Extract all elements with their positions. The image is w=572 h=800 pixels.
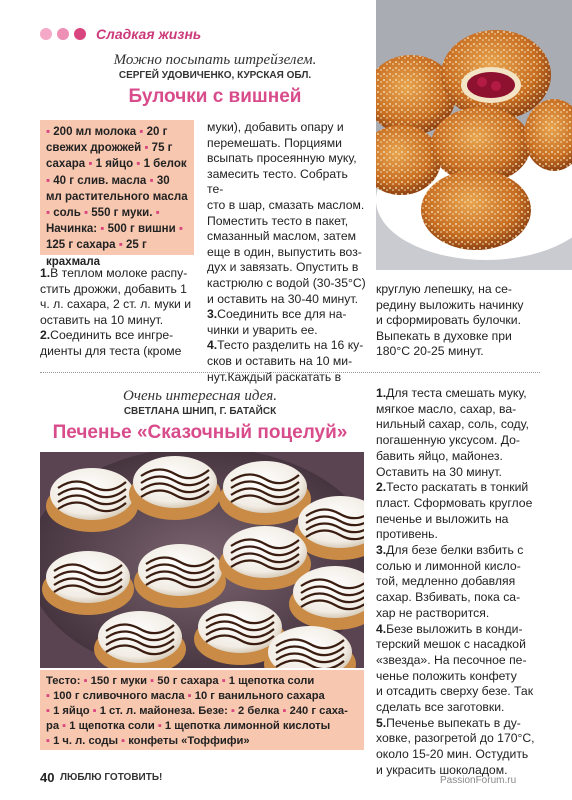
step-text: сто в шар, смазать маслом. <box>207 197 365 212</box>
step-text: Поместить тесто в пакет, <box>207 213 349 228</box>
text-line <box>376 574 546 590</box>
text-line <box>40 313 200 329</box>
step-text: около 15-20 мин. Остудить <box>376 747 529 762</box>
text-line <box>376 653 546 669</box>
step-text: Оставить на 30 минут. <box>376 464 502 479</box>
bullet-icon: ▪ <box>62 720 67 732</box>
step-text: ч. л. сахара, 2 ст. л. муки и <box>40 297 192 312</box>
ingredient-line: Тесто: ▪ 150 г муки ▪ 50 г сахара ▪ 1 щепотка соли <box>46 675 315 687</box>
step-number: 5. <box>376 715 387 730</box>
text-line <box>376 684 546 700</box>
bullet-icon: ▪ <box>46 735 50 747</box>
step-text: солью и лимонной кисло- <box>376 558 521 573</box>
step-text: хар не растворится. <box>376 605 490 620</box>
step-text: Выпекать в духовке при <box>376 328 512 343</box>
text-line <box>376 344 536 360</box>
ingredient-item: 200 мл молока <box>53 126 140 138</box>
text-line <box>207 338 367 354</box>
step-text: той, медленно добавляя <box>376 574 516 589</box>
section-divider <box>40 372 540 373</box>
step-text: диенты для теста (кроме <box>40 343 182 358</box>
ingredient-item: 30 мл растительного масла <box>46 174 188 203</box>
step-number: 4. <box>207 338 218 353</box>
text-line <box>376 700 546 716</box>
step-text: еще в один, выпустить воз- <box>207 244 362 259</box>
bullet-icon: ▪ <box>157 720 162 732</box>
text-line <box>376 298 536 314</box>
step-text: Безе выложить в конди- <box>386 621 523 636</box>
bullet-icon: ▪ <box>144 142 152 155</box>
step-text: нут.Каждый раскатать в <box>207 369 342 384</box>
step-text: нильный сахар, соль, соду, <box>376 417 529 432</box>
text-line <box>376 512 546 528</box>
step-text: Для безе белки взбить с <box>386 543 524 558</box>
magazine-name: ЛЮБЛЮ ГОТОВИТЬ! <box>60 772 163 783</box>
step-number: 4. <box>376 621 387 636</box>
step-text: противень. <box>376 527 438 542</box>
recipe1-author: СЕРГЕЙ УДОВИЧЕНКО, КУРСКАЯ ОБЛ. <box>118 70 312 81</box>
ingredient-item: 1 яйцо <box>95 158 137 171</box>
text-line <box>376 527 546 543</box>
text-line <box>376 329 536 345</box>
step-text: и сформировать булочки. <box>376 313 521 328</box>
bullet-icon: ▪ <box>46 690 50 702</box>
step-text: стить дрожжи, добавить 1 <box>40 281 187 296</box>
ingredient-item: 20 г свежих дрожжей <box>46 126 168 155</box>
ingredient-item: 1 белок <box>143 158 187 171</box>
step-text: замесить тесто. Собрать те- <box>207 166 348 197</box>
text-line <box>207 323 367 339</box>
text-line <box>207 276 367 292</box>
text-line <box>376 543 546 559</box>
text-line <box>207 229 367 245</box>
step-text: оставить на 10 минут. <box>40 312 164 327</box>
header-dot-2 <box>57 28 69 40</box>
text-line <box>207 307 367 323</box>
step-number: 2. <box>40 328 51 343</box>
text-line <box>40 282 200 298</box>
text-line <box>376 313 536 329</box>
step-text: сделать все заготовки. <box>376 700 505 715</box>
text-line <box>207 198 367 214</box>
bullet-icon: ▪ <box>88 158 96 171</box>
step-text: Тесто разделить на 16 ку- <box>217 338 364 353</box>
header-dot-1 <box>40 28 52 40</box>
text-line <box>376 282 536 298</box>
text-line <box>376 433 546 449</box>
step-text: чинки и уварить ее. <box>207 322 318 337</box>
bullet-icon: ▪ <box>178 223 183 236</box>
text-line <box>376 480 546 496</box>
text-line <box>207 245 367 261</box>
ingredient-item: Начинка: <box>46 223 101 236</box>
ingredient-item: 550 г муки. <box>91 207 156 220</box>
meringue-cookies-photo <box>40 452 364 668</box>
page-number: 40 <box>40 770 55 785</box>
bullet-icon: ▪ <box>187 690 192 702</box>
text-line <box>376 402 546 418</box>
text-line <box>376 496 546 512</box>
step-text: редину выложить начинку <box>376 297 524 312</box>
text-line <box>207 260 367 276</box>
recipe1-intro: Можно посыпать штрейзелем. <box>113 52 317 68</box>
bullet-icon: ▪ <box>46 126 54 138</box>
step-text: Соединить все для на- <box>217 307 347 322</box>
step-text: смазанный маслом, затем <box>207 229 357 244</box>
text-line <box>376 559 546 575</box>
text-line <box>376 449 546 465</box>
text-line <box>376 606 546 622</box>
bullet-icon: ▪ <box>83 675 88 687</box>
text-line <box>376 417 546 433</box>
cherry-buns-photo <box>376 0 572 270</box>
text-line <box>376 465 546 481</box>
recipe2-intro: Очень интересная идея. <box>122 388 278 404</box>
bullet-icon: ▪ <box>84 207 92 220</box>
step-text: мягкое масло, сахар, ва- <box>376 401 517 416</box>
text-line <box>376 716 546 732</box>
step-text: 180°С 20-25 минут. <box>376 344 484 359</box>
step-text: терский мешок с насадкой <box>376 637 526 652</box>
text-line <box>40 297 200 313</box>
bullet-icon: ▪ <box>149 174 157 187</box>
step-text: Тесто раскатать в тонкий <box>386 480 529 495</box>
step-text: круглую лепешку, на се- <box>376 282 512 296</box>
bullet-icon: ▪ <box>46 174 54 187</box>
step-text: пласт. Сформовать круглое <box>376 495 533 510</box>
step-text: погашенную уксусом. До- <box>376 433 520 448</box>
text-line <box>376 747 546 763</box>
recipe1-title: Булочки с вишней <box>128 86 302 107</box>
recipe1-column-2 <box>207 120 367 385</box>
bullet-icon: ▪ <box>155 207 160 220</box>
ingredient-item: соль <box>53 207 84 220</box>
step-number: 1. <box>376 386 387 400</box>
step-text: Соединить все ингре- <box>50 328 174 343</box>
bullet-icon: ▪ <box>100 223 108 236</box>
step-text: и украсить шоколадом. <box>376 762 508 777</box>
bullet-icon: ▪ <box>118 239 126 252</box>
step-number: 3. <box>376 543 387 558</box>
step-text: сков и оставить на 10 ми- <box>207 353 353 368</box>
recipe2-steps <box>376 386 546 779</box>
ingredient-line: ▪ 1 яйцо ▪ 1 ст. л. майонеза. Безе: ▪ 2 белка ▪ 240 г саха- <box>46 705 348 717</box>
section-title: Сладкая жизнь <box>96 26 202 42</box>
ingredient-item: 125 г сахара <box>46 239 119 252</box>
text-line <box>376 731 546 747</box>
step-text: «звезда». На песочное пе- <box>376 652 527 667</box>
recipe1-column-1 <box>40 266 200 360</box>
watermark: PassionForum.ru <box>440 775 517 786</box>
step-text: Печенье выпекать в ду- <box>386 715 521 730</box>
bullet-icon: ▪ <box>139 126 147 138</box>
recipe2-ingredients-box <box>40 670 364 750</box>
bullet-icon: ▪ <box>46 705 50 717</box>
step-text: кастрюлю с водой (30-35°С) <box>207 275 366 290</box>
text-line <box>207 136 367 152</box>
text-line <box>376 637 546 653</box>
step-text: бавить яйцо, майонез. <box>376 448 503 463</box>
text-line <box>207 292 367 308</box>
step-number: 3. <box>207 307 218 322</box>
step-text: печенье и выложить на <box>376 511 509 526</box>
step-text: и оставить на 30-40 минут. <box>207 291 358 306</box>
text-line <box>207 151 367 167</box>
step-text: Для теста смешать муку, <box>386 386 527 400</box>
step-number: 1. <box>40 266 51 280</box>
bullet-icon: ▪ <box>92 705 97 717</box>
bullet-icon: ▪ <box>230 705 235 717</box>
bullet-icon: ▪ <box>282 705 287 717</box>
ingredient-line: ра ▪ 1 щепотка соли ▪ 1 щепотка лимонной кислоты <box>46 720 331 732</box>
text-line <box>40 344 200 360</box>
step-text: ховке, разогретой до 170°С, <box>376 731 535 746</box>
bullet-icon: ▪ <box>136 158 144 171</box>
text-line <box>40 266 200 282</box>
step-text: В теплом молоке распу- <box>50 266 188 280</box>
recipe1-column-3 <box>376 282 536 360</box>
header-dot-3 <box>74 28 86 40</box>
text-line <box>207 120 367 136</box>
text-line <box>376 386 546 402</box>
ingredient-item: 500 г вишни <box>107 223 179 236</box>
text-line <box>207 167 367 198</box>
text-line <box>376 622 546 638</box>
text-line <box>376 590 546 606</box>
bullet-icon: ▪ <box>150 675 155 687</box>
text-line <box>40 328 200 344</box>
bullet-icon: ▪ <box>46 207 54 220</box>
text-line <box>207 354 367 370</box>
ingredient-line: ▪ 1 ч. л. соды ▪ конфеты «Тоффифи» <box>46 735 250 747</box>
step-number: 2. <box>376 480 387 495</box>
recipe1-ingredients-box <box>40 120 194 268</box>
text-line <box>207 214 367 230</box>
step-text: сахар. Взбивать, пока са- <box>376 590 521 605</box>
ingredient-line: ▪ 100 г сливочного масла ▪ 10 г ванильного сахара <box>46 690 325 702</box>
step-text: и отсадить сверху безе. Так <box>376 684 534 699</box>
ingredient-item: 25 г крахмала <box>46 239 147 268</box>
recipe2-author: СВЕТЛАНА ШНИП, Г. БАТАЙСК <box>123 406 277 417</box>
step-text: всыпать просеянную муку, <box>207 151 357 166</box>
text-line <box>376 669 546 685</box>
recipe2-title: Печенье «Сказочный поцелуй» <box>52 422 348 443</box>
step-text: перемешать. Порциями <box>207 135 342 150</box>
step-text: дух и завязать. Опустить в <box>207 260 359 275</box>
ingredient-item: 75 г сахара <box>46 142 173 171</box>
step-text: муки), добавить опару и <box>207 120 344 134</box>
step-text: ченье положить конфету <box>376 668 517 683</box>
ingredient-item: 40 г слив. масла <box>53 174 150 187</box>
bullet-icon: ▪ <box>221 675 226 687</box>
bullet-icon: ▪ <box>121 735 126 747</box>
